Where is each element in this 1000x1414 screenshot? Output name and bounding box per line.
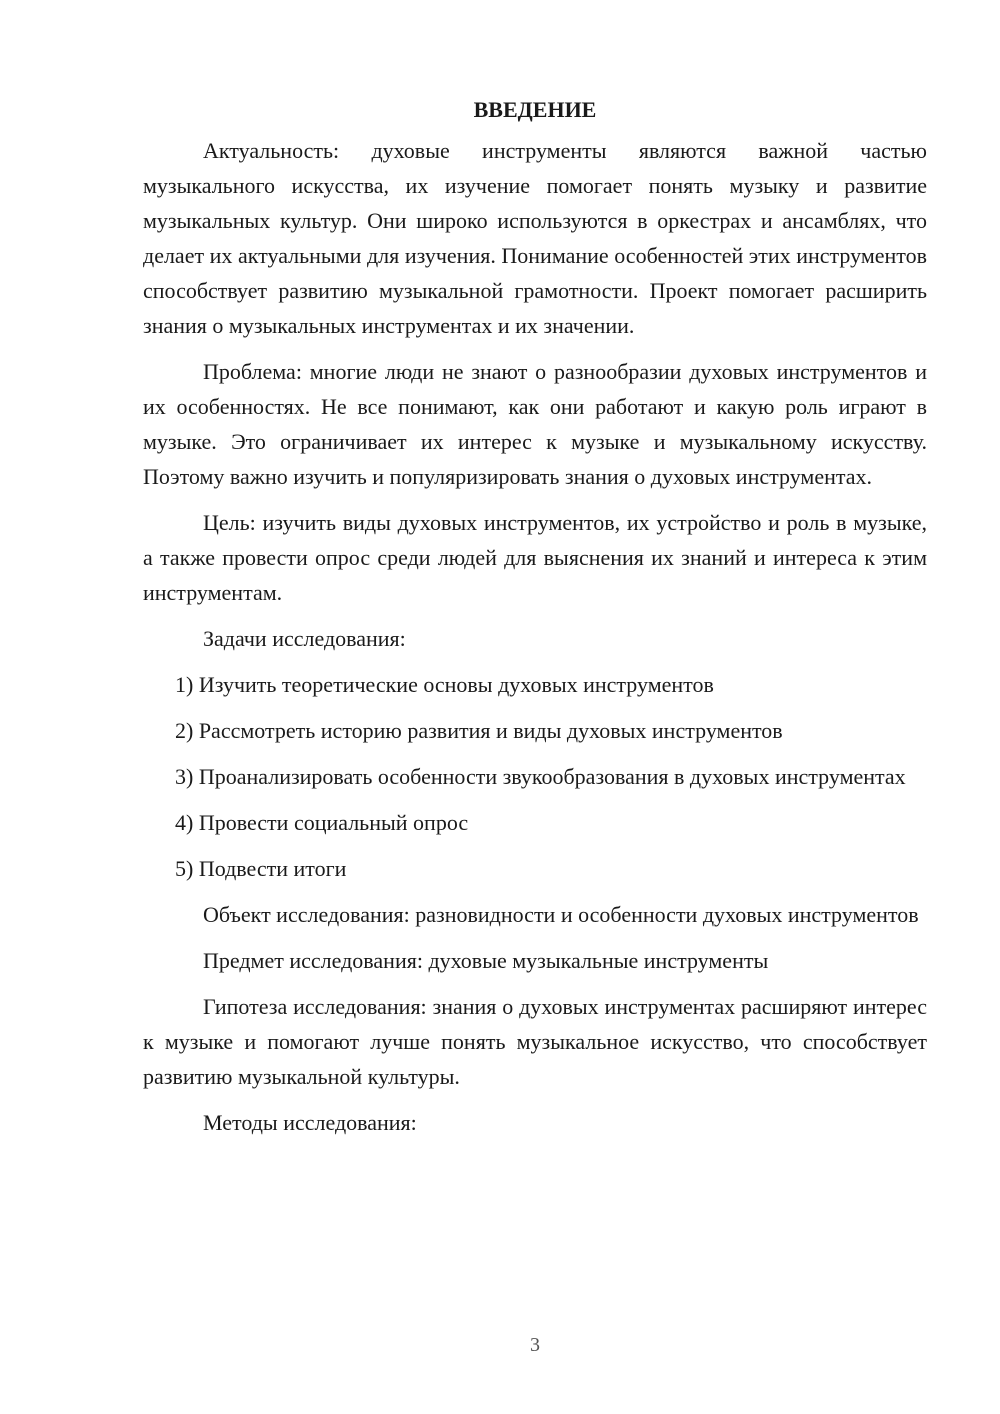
task-item: 5) Подвести итоги	[175, 856, 347, 881]
task-item: 1) Изучить теоретические основы духовых инструментов	[175, 672, 714, 697]
hypothesis-paragraph: Гипотеза исследования: знания о духовых инструментах расширяют интерес к музыке и помогают лучше понять музыкальное искусство, что способствует развитию музыкальной культуры.	[143, 994, 927, 1089]
tasks-heading: Задачи исследования:	[203, 626, 406, 651]
page-number: 3	[530, 1334, 540, 1356]
relevance-paragraph: Актуальность: духовые инструменты являются важной частью музыкального искусства, их изучение помогает понять музыку и развитие музыкальных культур. Они широко используются в оркестрах и ансамблях, что делает их актуальными для изучения. Понимание особенностей этих инструментов способствует развитию музыкальной грамотности. Проект помогает расширить знания о музыкальных инструментах и их значении.	[143, 138, 927, 338]
task-item: 3) Проанализировать особенности звукообразования в духовых инструментах	[175, 764, 906, 789]
goal-paragraph: Цель: изучить виды духовых инструментов, их устройство и роль в музыке, а также провести опрос среди людей для выяснения их знаний и интереса к этим инструментам.	[143, 510, 927, 605]
task-item: 4) Провести социальный опрос	[175, 810, 469, 835]
page-title: ВВЕДЕНИЕ	[473, 97, 597, 122]
methods-heading: Методы исследования:	[203, 1110, 417, 1135]
subject-paragraph: Предмет исследования: духовые музыкальные инструменты	[203, 948, 769, 973]
task-item: 2) Рассмотреть историю развития и виды духовых инструментов	[175, 718, 783, 743]
problem-paragraph: Проблема: многие люди не знают о разнообразии духовых инструментов и их особенностях. Не все понимают, как они работают и какую роль играют в музыке. Это ограничивает их интерес к музыке и музыкальному искусству. Поэтому важно изучить и популяризировать знания о духовых инструментах.	[143, 359, 927, 489]
page-content	[143, 92, 927, 1151]
object-paragraph: Объект исследования: разновидности и особенности духовых инструментов	[203, 902, 919, 927]
